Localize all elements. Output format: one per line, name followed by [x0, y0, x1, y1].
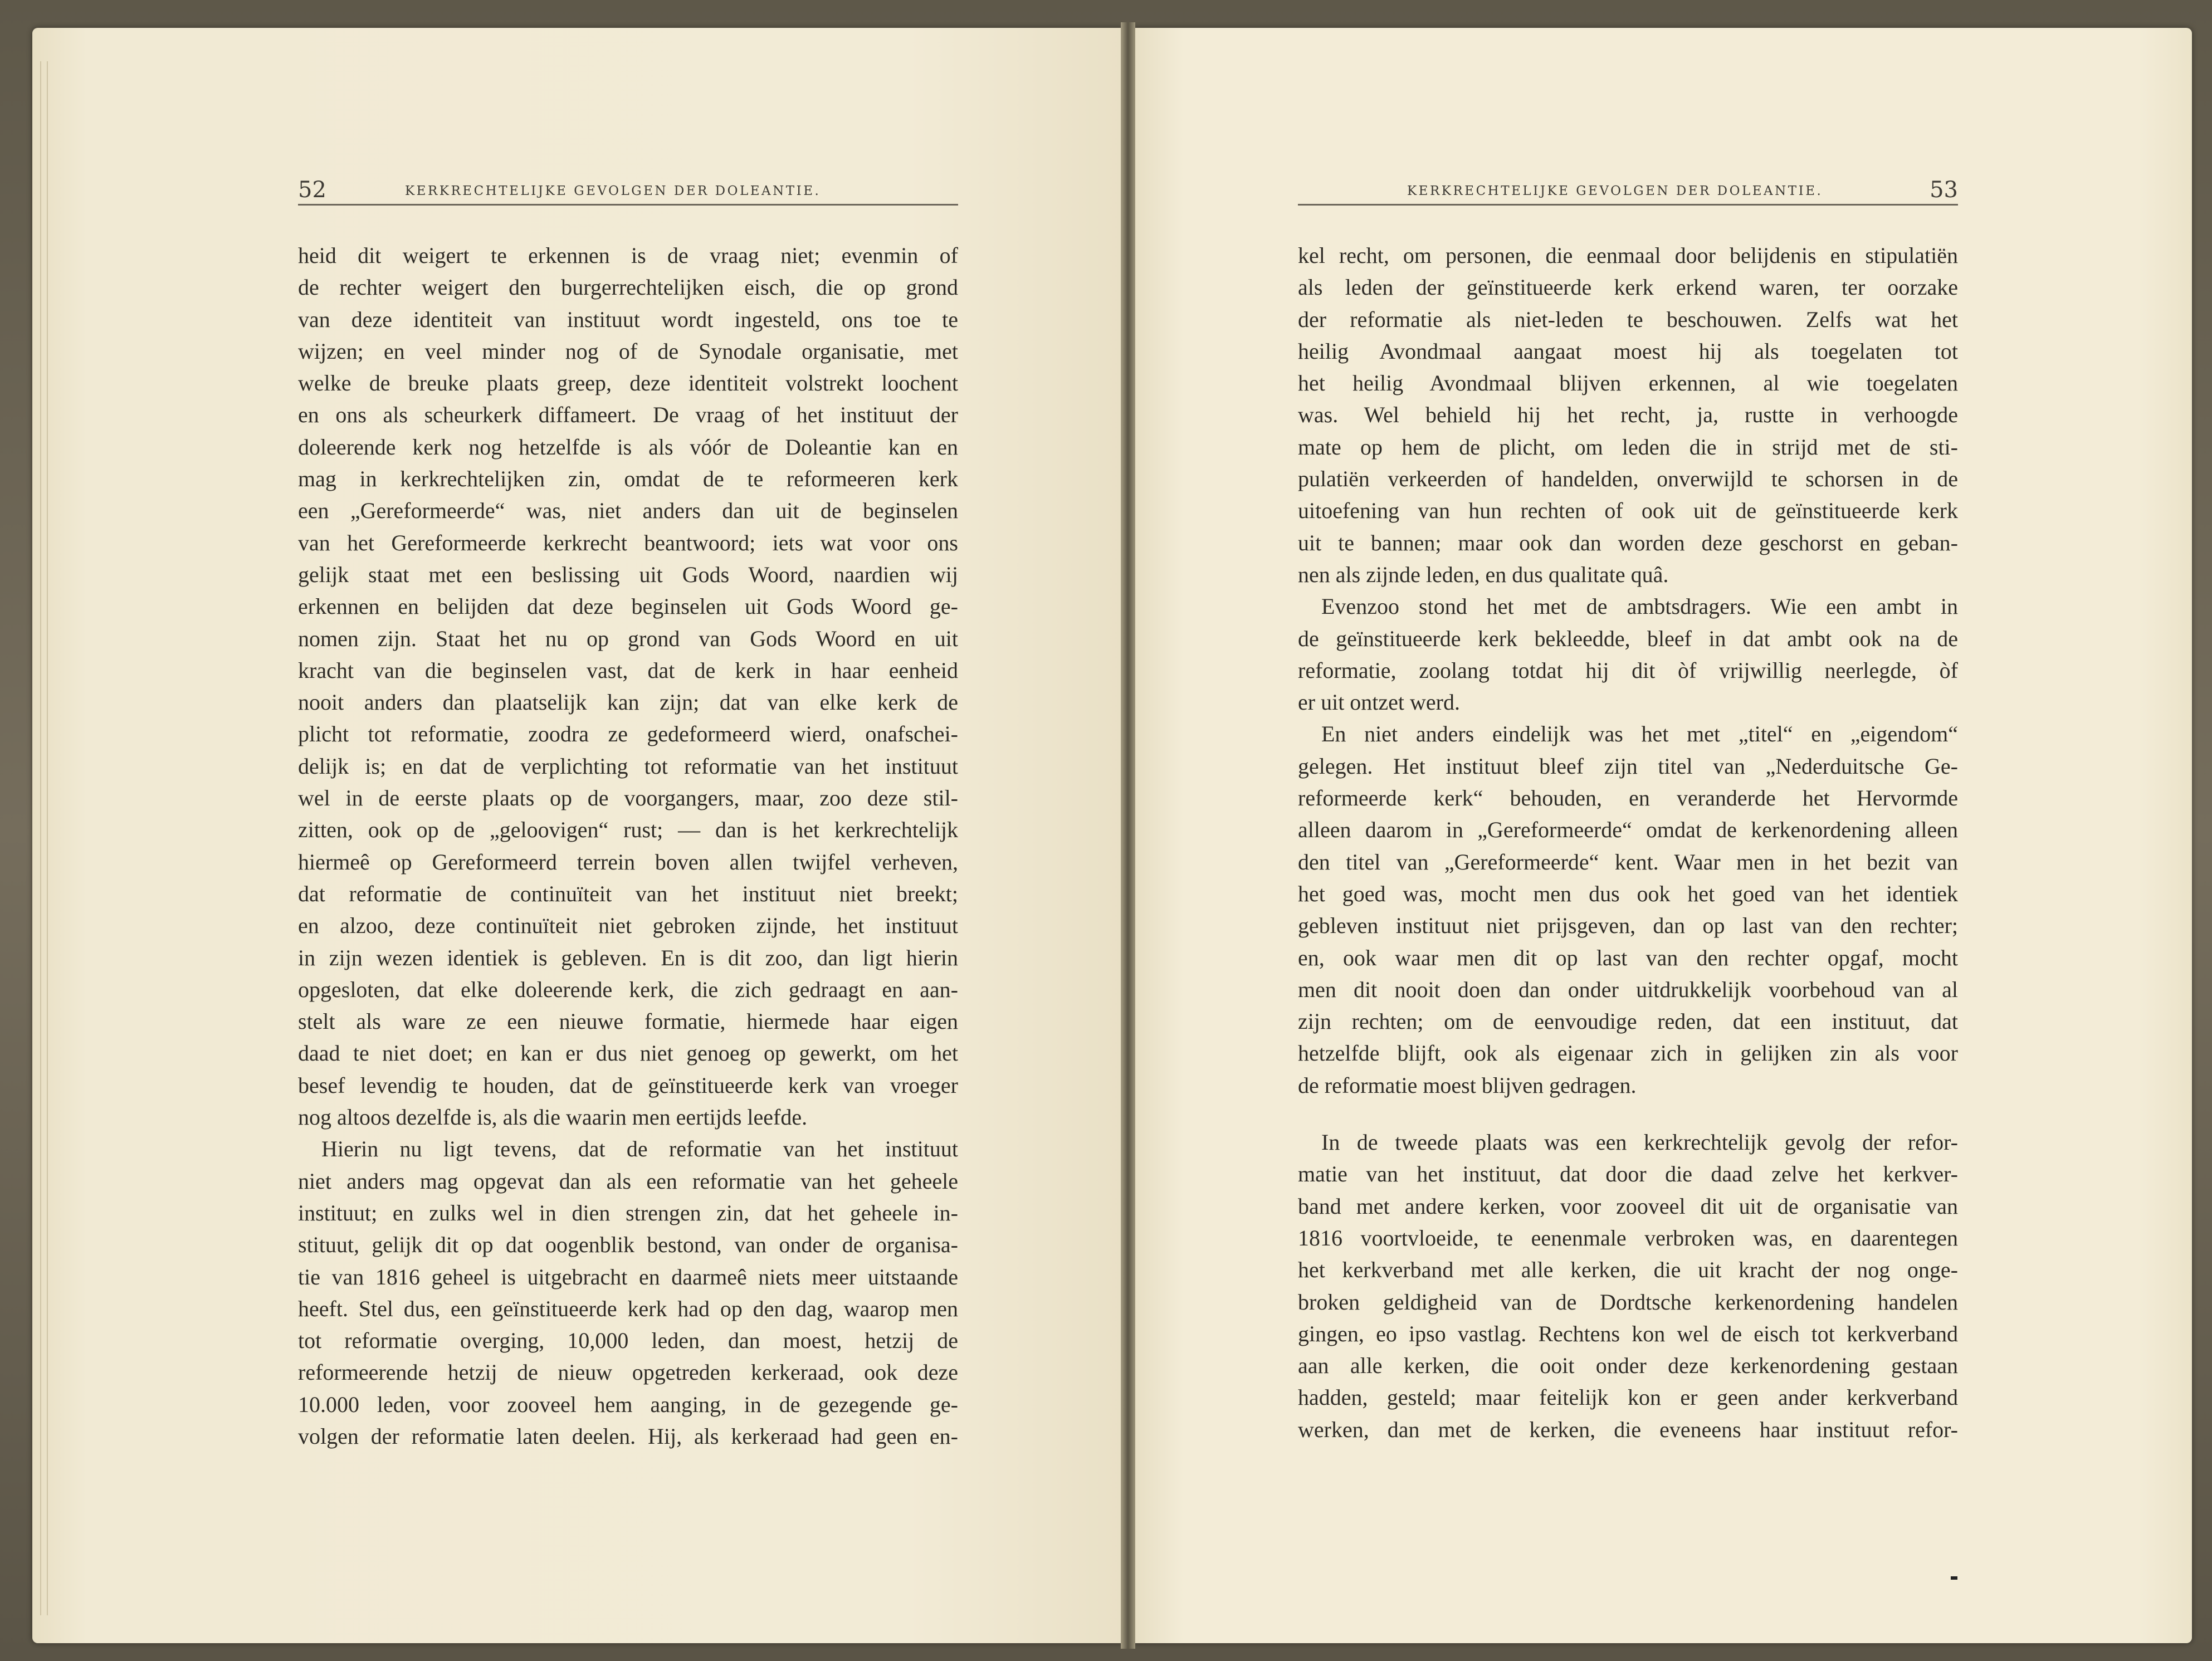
text-line: wel in de eerste plaats op de voorgangers, maar, zoo deze stil- [298, 785, 958, 811]
text-line: tie van 1816 geheel is uitgebracht en daarmeê niets meer uitstaande [298, 1264, 958, 1289]
text-line: Evenzoo stond het met de ambtsdragers. Wie een ambt in [1321, 594, 1958, 619]
text-line: broken geldigheid van de Dordtsche kerkenordening handelen [1298, 1289, 1958, 1315]
text-line: wijzen; en veel minder nog of de Synodale organisatie, met [298, 338, 958, 364]
text-line: daad te niet doet; en kan er dus niet genoeg op gewerkt, om het [298, 1040, 958, 1066]
page-edge [40, 61, 41, 1615]
text-line: dat reformatie de continuïteit van het instituut niet breekt; [298, 881, 958, 906]
text-line: tot reformatie overging, 10,000 leden, dan moest, hetzij de [298, 1328, 958, 1354]
text-line: En niet anders eindelijk was het met „titel“ en „eigendom“ [1321, 721, 1958, 747]
text-line: pulatiën verkeerden of handelden, onverwijld te schorsen in de [1298, 466, 1958, 492]
text-line: alleen daarom in „Gereformeerde“ omdat de kerkenordening alleen [1298, 817, 1958, 843]
text-line: het heilig Avondmaal blijven erkennen, al wie toegelaten [1298, 370, 1958, 396]
text-line: was. Wel behield hij het recht, ja, rustte in verhoogde [1298, 402, 1958, 428]
text-line: heilig Avondmaal aangaat moest hij als toegelaten tot [1298, 338, 1958, 364]
text-line: werken, dan met de kerken, die eveneens haar instituut refor- [1298, 1416, 1958, 1442]
text-line: nomen zijn. Staat het nu op grond van Gods Woord en uit [298, 626, 958, 651]
text-line: instituut; en zulks wel in dien strengen zin, dat het geheele in- [298, 1200, 958, 1225]
text-line: nog altoos dezelfde is, als die waarin men eertijds leefde. [298, 1105, 808, 1130]
text-line: doleerende kerk nog hetzelfde is als vóór de Doleantie kan en [298, 434, 958, 460]
text-line: volgen der reformatie laten deelen. Hij, als kerkeraad had geen en- [298, 1423, 958, 1449]
text-line: kracht van die beginselen vast, dat de kerk in haar eenheid [298, 657, 958, 683]
text-line: in zijn wezen identiek is gebleven. En is dit zoo, dan ligt hierin [298, 945, 958, 970]
text-line: niet anders mag opgevat dan als een reformatie van het geheele [298, 1168, 958, 1194]
text-line: plicht tot reformatie, zoodra ze gedeformeerd wierd, onafschei- [298, 721, 958, 747]
text-line: mate op hem de plicht, om leden die in strijd met de sti- [1298, 434, 1958, 460]
text-line: kel recht, om personen, die eenmaal door belijdenis en stipulatiën [1298, 243, 1958, 268]
text-line: reformeerende hetzij de nieuw opgetreden kerkeraad, ook deze [298, 1360, 958, 1385]
text-line: de rechter weigert den burgerrechtelijken eisch, die op grond [298, 275, 958, 300]
text-line: het kerkverband met alle kerken, die uit kracht der nog onge- [1298, 1257, 1958, 1283]
left-running-head [298, 177, 958, 206]
text-line: van deze identiteit van instituut wordt ingesteld, ons toe te [298, 306, 958, 332]
text-line: van het Gereformeerde kerkrecht beantwoord; iets wat voor ons [298, 530, 958, 555]
left-running-title: KERKRECHTELIJKE GEVOLGEN DER DOLEANTIE. [405, 184, 821, 198]
text-line: band met andere kerken, voor zooveel dit uit de organisatie van [1298, 1193, 1958, 1219]
ink-speck [1951, 1576, 1957, 1580]
text-line: de reformatie moest blijven gedragen. [1298, 1072, 1637, 1098]
text-line: en alzoo, deze continuïteit niet gebroken zijnde, het instituut [298, 913, 958, 939]
text-line: gebleven instituut niet prijsgeven, dan op last van den rechter; [1298, 913, 1958, 939]
text-line: delijk is; en dat de verplichting tot reformatie van het instituut [298, 753, 958, 779]
right-page-number: 53 [1930, 177, 1958, 203]
text-line: aan alle kerken, die ooit onder deze kerkenordening gestaan [1298, 1353, 1958, 1379]
text-line: hiermeê op Gereformeerd terrein boven allen twijfel verheven, [298, 849, 958, 875]
text-line: erkennen en belijden dat deze beginselen uit Gods Woord ge- [298, 594, 958, 619]
text-line: stituut, gelijk dit op dat oogenblik bestond, van onder de organisa- [298, 1232, 958, 1258]
text-line: uitoefening van hun rechten of ook uit de geïnstitueerde kerk [1298, 498, 1958, 524]
text-line: reformeerde kerk“ behouden, en veranderde het Hervormde [1298, 785, 1958, 811]
text-line: zitten, ook op de „geloovigen“ rust; — dan is het kerkrechtelijk [298, 817, 958, 843]
text-line: besef levendig te houden, dat de geïnstitueerde kerk van vroeger [298, 1072, 958, 1098]
text-line: als leden der geïnstitueerde kerk erkend waren, ter oorzake [1298, 275, 1958, 300]
text-line: nooit anders dan plaatselijk kan zijn; dat van elke kerk de [298, 690, 958, 715]
book-gutter [1121, 22, 1135, 1649]
text-line: 10.000 leden, voor zooveel hem aanging, in de gezegende ge- [298, 1391, 958, 1417]
text-line: de geïnstitueerde kerk bekleedde, bleef in dat ambt ook na de [1298, 626, 1958, 651]
right-body-text [1298, 240, 1958, 1445]
text-line: en, ook waar men dit op last van den rechter opgaf, mocht [1298, 945, 1958, 970]
text-line: heid dit weigert te erkennen is de vraag niet; evenmin of [298, 243, 958, 268]
text-line: het goed was, mocht men dus ook het goed van het identiek [1298, 881, 1958, 906]
text-line: gingen, eo ipso vastlag. Rechtens kon wel de eisch tot kerkverband [1298, 1321, 1958, 1346]
text-line: stelt als ware ze een nieuwe formatie, hiermede haar eigen [298, 1009, 958, 1034]
text-line: der reformatie als niet-leden te beschouwen. Zelfs wat het [1298, 306, 1958, 332]
right-running-title: KERKRECHTELIJKE GEVOLGEN DER DOLEANTIE. [1407, 184, 1823, 198]
text-line: In de tweede plaats was een kerkrechtelijk gevolg der refor- [1321, 1130, 1958, 1155]
text-line: hetzelfde blijft, ook als eigenaar zich in gelijken zin als voor [1298, 1040, 1958, 1066]
text-line: er uit ontzet werd. [1298, 690, 1460, 715]
left-page-number: 52 [298, 177, 326, 203]
text-line: uit te bannen; maar ook dan worden deze geschorst en geban- [1298, 530, 1958, 555]
text-line: nen als zijnde leden, en dus qualitate quâ. [1298, 561, 1669, 587]
text-line: 1816 voortvloeide, te eenenmale verbroken was, en daarentegen [1298, 1225, 1958, 1250]
text-line: gelijk staat met een beslissing uit Gods Woord, naardien wij [298, 561, 958, 587]
text-line: reformatie, zoolang totdat hij dit òf vrijwillig neerlegde, òf [1298, 657, 1958, 683]
text-line: hadden, gesteld; maar feitelijk kon er geen ander kerkverband [1298, 1385, 1958, 1410]
text-line: en ons als scheurkerk diffameert. De vraag of het instituut der [298, 402, 958, 428]
text-line: welke de breuke plaats greep, deze identiteit volstrekt loochent [298, 370, 958, 396]
text-line: matie van het instituut, dat door die daad zelve het kerkver- [1298, 1161, 1958, 1187]
text-line: zijn rechten; om de eenvoudige reden, dat een instituut, dat [1298, 1009, 1958, 1034]
left-body-text [298, 240, 958, 1452]
text-line: gelegen. Het instituut bleef zijn titel van „Nederduitsche Ge- [1298, 753, 1958, 779]
text-line: men dit nooit doen dan onder uitdrukkelijk voorbehoud van al [1298, 976, 1958, 1002]
text-line: heeft. Stel dus, een geïnstitueerde kerk had op den dag, waarop men [298, 1296, 958, 1321]
text-line: mag in kerkrechtelijken zin, omdat de te reformeeren kerk [298, 466, 958, 492]
text-line: Hierin nu ligt tevens, dat de reformatie van het instituut [321, 1136, 958, 1162]
right-running-head [1298, 177, 1958, 206]
text-line: een „Gereformeerde“ was, niet anders dan uit de beginselen [298, 498, 958, 524]
text-line: opgesloten, dat elke doleerende kerk, die zich gedraagt en aan- [298, 976, 958, 1002]
text-line: den titel van „Gereformeerde“ kent. Waar men in het bezit van [1298, 849, 1958, 875]
page-edge [47, 61, 48, 1615]
